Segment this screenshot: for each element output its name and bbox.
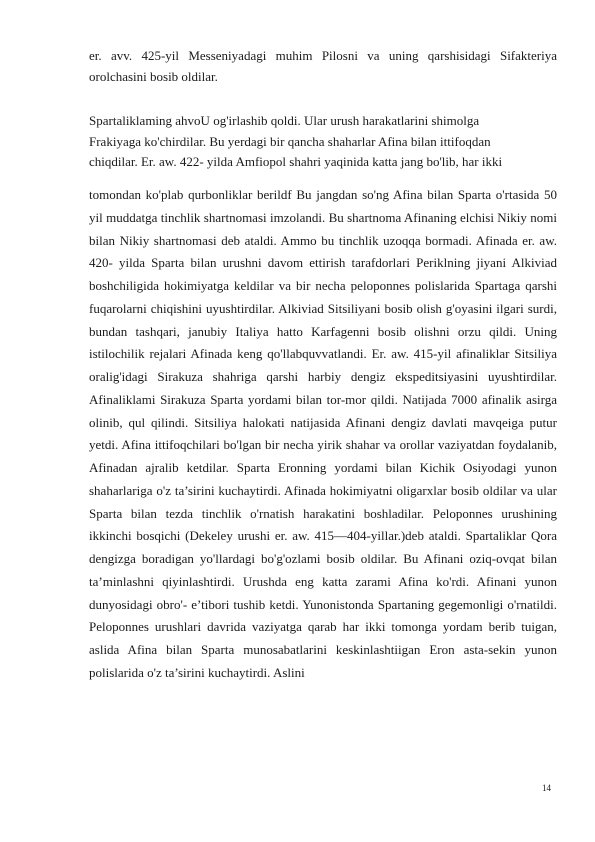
- page-number: 14: [542, 783, 551, 793]
- paragraph-short-lines: [89, 111, 557, 173]
- text-line: chiqdilar. Er. aw. 422- yilda Amfiopol shahri yaqinida katta jang bo'lib, har ikki: [89, 154, 503, 169]
- paragraph-main: tomondan ko'plab qurbonliklar berildf Bu jangdan so'ng Afina bilan Sparta o'rtasida 50 yil muddatga tinchlik shartnomasi imzolandi. Bu shartnoma Afinaning elchisi Nikiy nomi bilan Nikiy shartnomasi deb ataldi. Ammo bu tinchlik uzoqqa bormadi. Afinada er. aw. 420- yilda Sparta bilan urushni davom ettirish tarafdorlari Periklning jiyani Alkiviad boshchiligida hokimiyatga keldilar va bir necha peloponnes polislarida Spartaga qarshi fuqarolarni chiqishini uyushtirdilar. Alkiviad Sitsiliyani bosib olish g'oyasini ilgari surdi, bundan tashqari, janubiy Italiya hatto Karfagenni bosib olishni orzu qildi. Uning istilochilik rejalari Afinada keng qo'llabquvvatlandi. Er. aw. 415-yil afinaliklar Sitsiliya oralig'idagi Sirakuza shahriga qarshi harbiy dengiz ekspeditsiyasini uyushtirdilar. Afinaliklami Sirakuza Sparta yordami bilan tor-mor qildi. Natijada 7000 afinalik asirga olinib, qul qilindi. Sitsiliya halokati natijasida Afinani dengiz davlati mavqeiga putur yetdi. Afina ittifoqchilari bo'lgan bir necha yirik shahar va orollar vaziyatdan foydalanib, Afinadan ajralib ketdilar. Sparta Eronning yordami bilan Kichik Osiyodagi yunon shaharlariga o'z ta’sirini kuchaytirdi. Afinada hokimiyatni oligarxlar bosib oldilar va ular Sparta bilan tezda tinchlik o'rnatish harakatini boshladilar. Peloponnes urushining ikkinchi bosqichi (Dekeley urushi er. aw. 415—404-yillar.)deb ataldi. Spartaliklar Qora dengizga boradigan yo'llardagi bo'g'ozlami bosib oldilar. Bu Afinani oziq-ovqat bilan ta’minlashni qiyinlashtirdi. Urushda eng katta zarami Afina ko'rdi. Afinani yunon dunyosidagi obro'- e’tibori tushib ketdi. Yunonistonda Spartaning gegemonligi o'rnatildi. Peloponnes urushlari davrida vaziyatga qarab har ikki tomonga yordam berib tuigan, aslida Afina bilan Sparta munosabatlarini keskinlashtiigan Eron asta-sekin yunon polislarida o'z ta’sirini kuchaytirdi. Aslini: [89, 187, 557, 680]
- text-line: Spartaliklaming ahvoU og'irlashib qoldi. Ular urush harakatlarini shimolga: [89, 113, 480, 128]
- paragraph-intro: er. avv. 425-yil Messeniyadagi muhim Pilosni va uning qarshisidagi Sifakteriya orolchasini bosib oldilar.: [89, 48, 557, 84]
- text-line: Frakiyaga ko'chirdilar. Bu yerdagi bir qancha shaharlar Afina bilan ittifoqdan: [89, 133, 491, 149]
